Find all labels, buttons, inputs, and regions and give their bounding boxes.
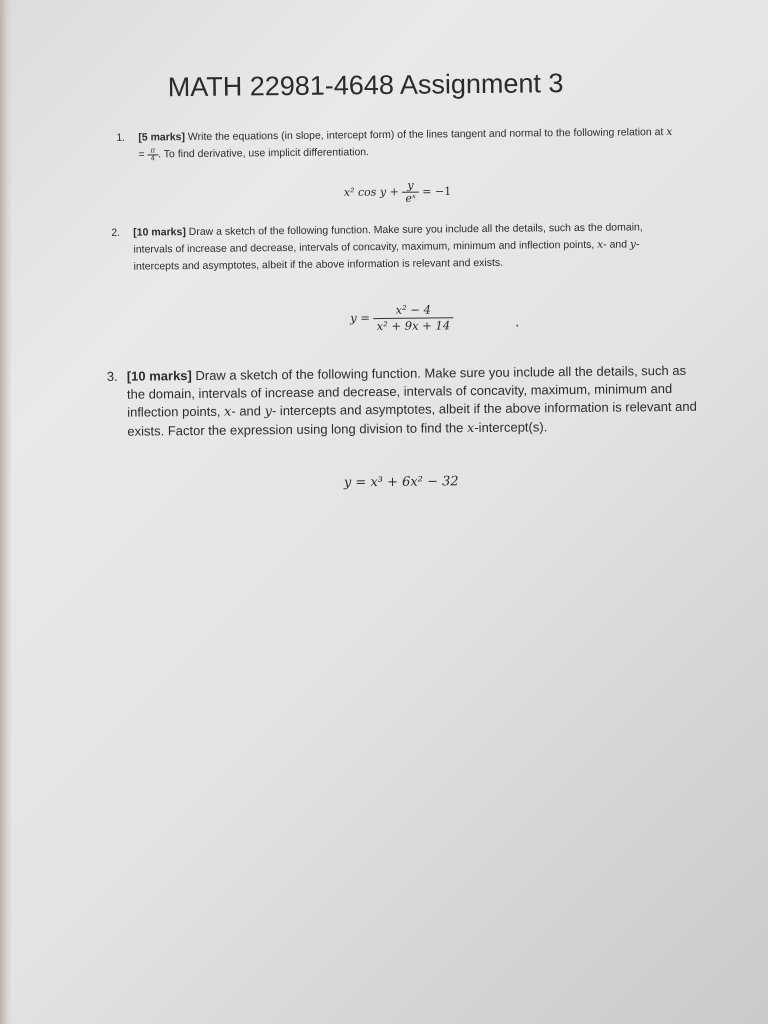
frac-denominator: x² + 9x + 14 — [376, 318, 451, 334]
math-var: x — [223, 404, 232, 420]
text-segment: - intercepts and asymptotes, albeit if the above information is relevant and exists. — [133, 238, 640, 273]
marks-label: [5 marks] — [138, 131, 186, 144]
question-text — [138, 124, 678, 164]
frac-denominator: eˣ — [405, 191, 416, 205]
question-number: 3. — [106, 368, 118, 384]
question-number: 2. — [111, 226, 121, 239]
text-segment: Write the equations (in slope, intercept form) of the lines tangent and normal to the following relation at — [184, 126, 667, 144]
stray-mark — [516, 325, 518, 327]
marks-label: [10 marks] — [126, 368, 192, 384]
marks-label: [10 marks] — [133, 226, 186, 239]
text-segment: - intercepts and asymptotes, albeit if the above information is relevant and exists. Factor the expression using long division to find the — [127, 398, 697, 439]
formula-rhs: = −1 — [418, 184, 452, 199]
text-segment: Draw a sketch of the following function. Make sure you include all the details, such as the domain, intervals of increase and decrease, intervals of concavity, maximum, minimum and inflection points, — [133, 221, 643, 256]
text-segment: = — [138, 148, 148, 161]
formula-3: y = x³ + 6x² − 32 — [343, 474, 459, 491]
frac-denominator: 4 — [150, 155, 155, 163]
math-var: x — [666, 125, 673, 139]
text-segment: Draw a sketch of the following function. Make sure you include all the details, such as the domain, intervals of increase and decrease, intervals of concavity, maximum, minimum and inflection points, — [126, 362, 687, 420]
math-var: y — [629, 238, 636, 251]
text-segment: -intercept(s). — [474, 419, 548, 436]
text-segment: . To find derivative, use implicit differentiation. — [158, 146, 370, 161]
frac-numerator: y — [402, 180, 419, 193]
question-3 — [106, 362, 707, 439]
question-text — [127, 362, 708, 442]
math-var: x — [597, 238, 604, 251]
formula-fraction — [402, 180, 419, 205]
question-text — [133, 219, 682, 276]
pi-over-four — [147, 147, 158, 162]
question-1 — [116, 124, 676, 163]
text-segment: - and — [231, 403, 265, 419]
question-2 — [111, 219, 681, 273]
formula-fraction — [373, 302, 453, 334]
frac-numerator: x² − 4 — [373, 302, 453, 319]
math-var: x — [466, 421, 475, 437]
question-number: 1. — [116, 131, 126, 144]
frac-numerator: π — [147, 147, 158, 155]
formula-1 — [344, 179, 452, 205]
page-title: MATH 22981-4648 Assignment 3 — [167, 68, 564, 103]
formula-lhs: x² cos y + — [343, 185, 403, 199]
formula-lhs: y = — [350, 310, 374, 325]
formula-2 — [350, 302, 453, 334]
math-var: y — [264, 404, 273, 420]
text-segment: - and — [603, 238, 631, 251]
